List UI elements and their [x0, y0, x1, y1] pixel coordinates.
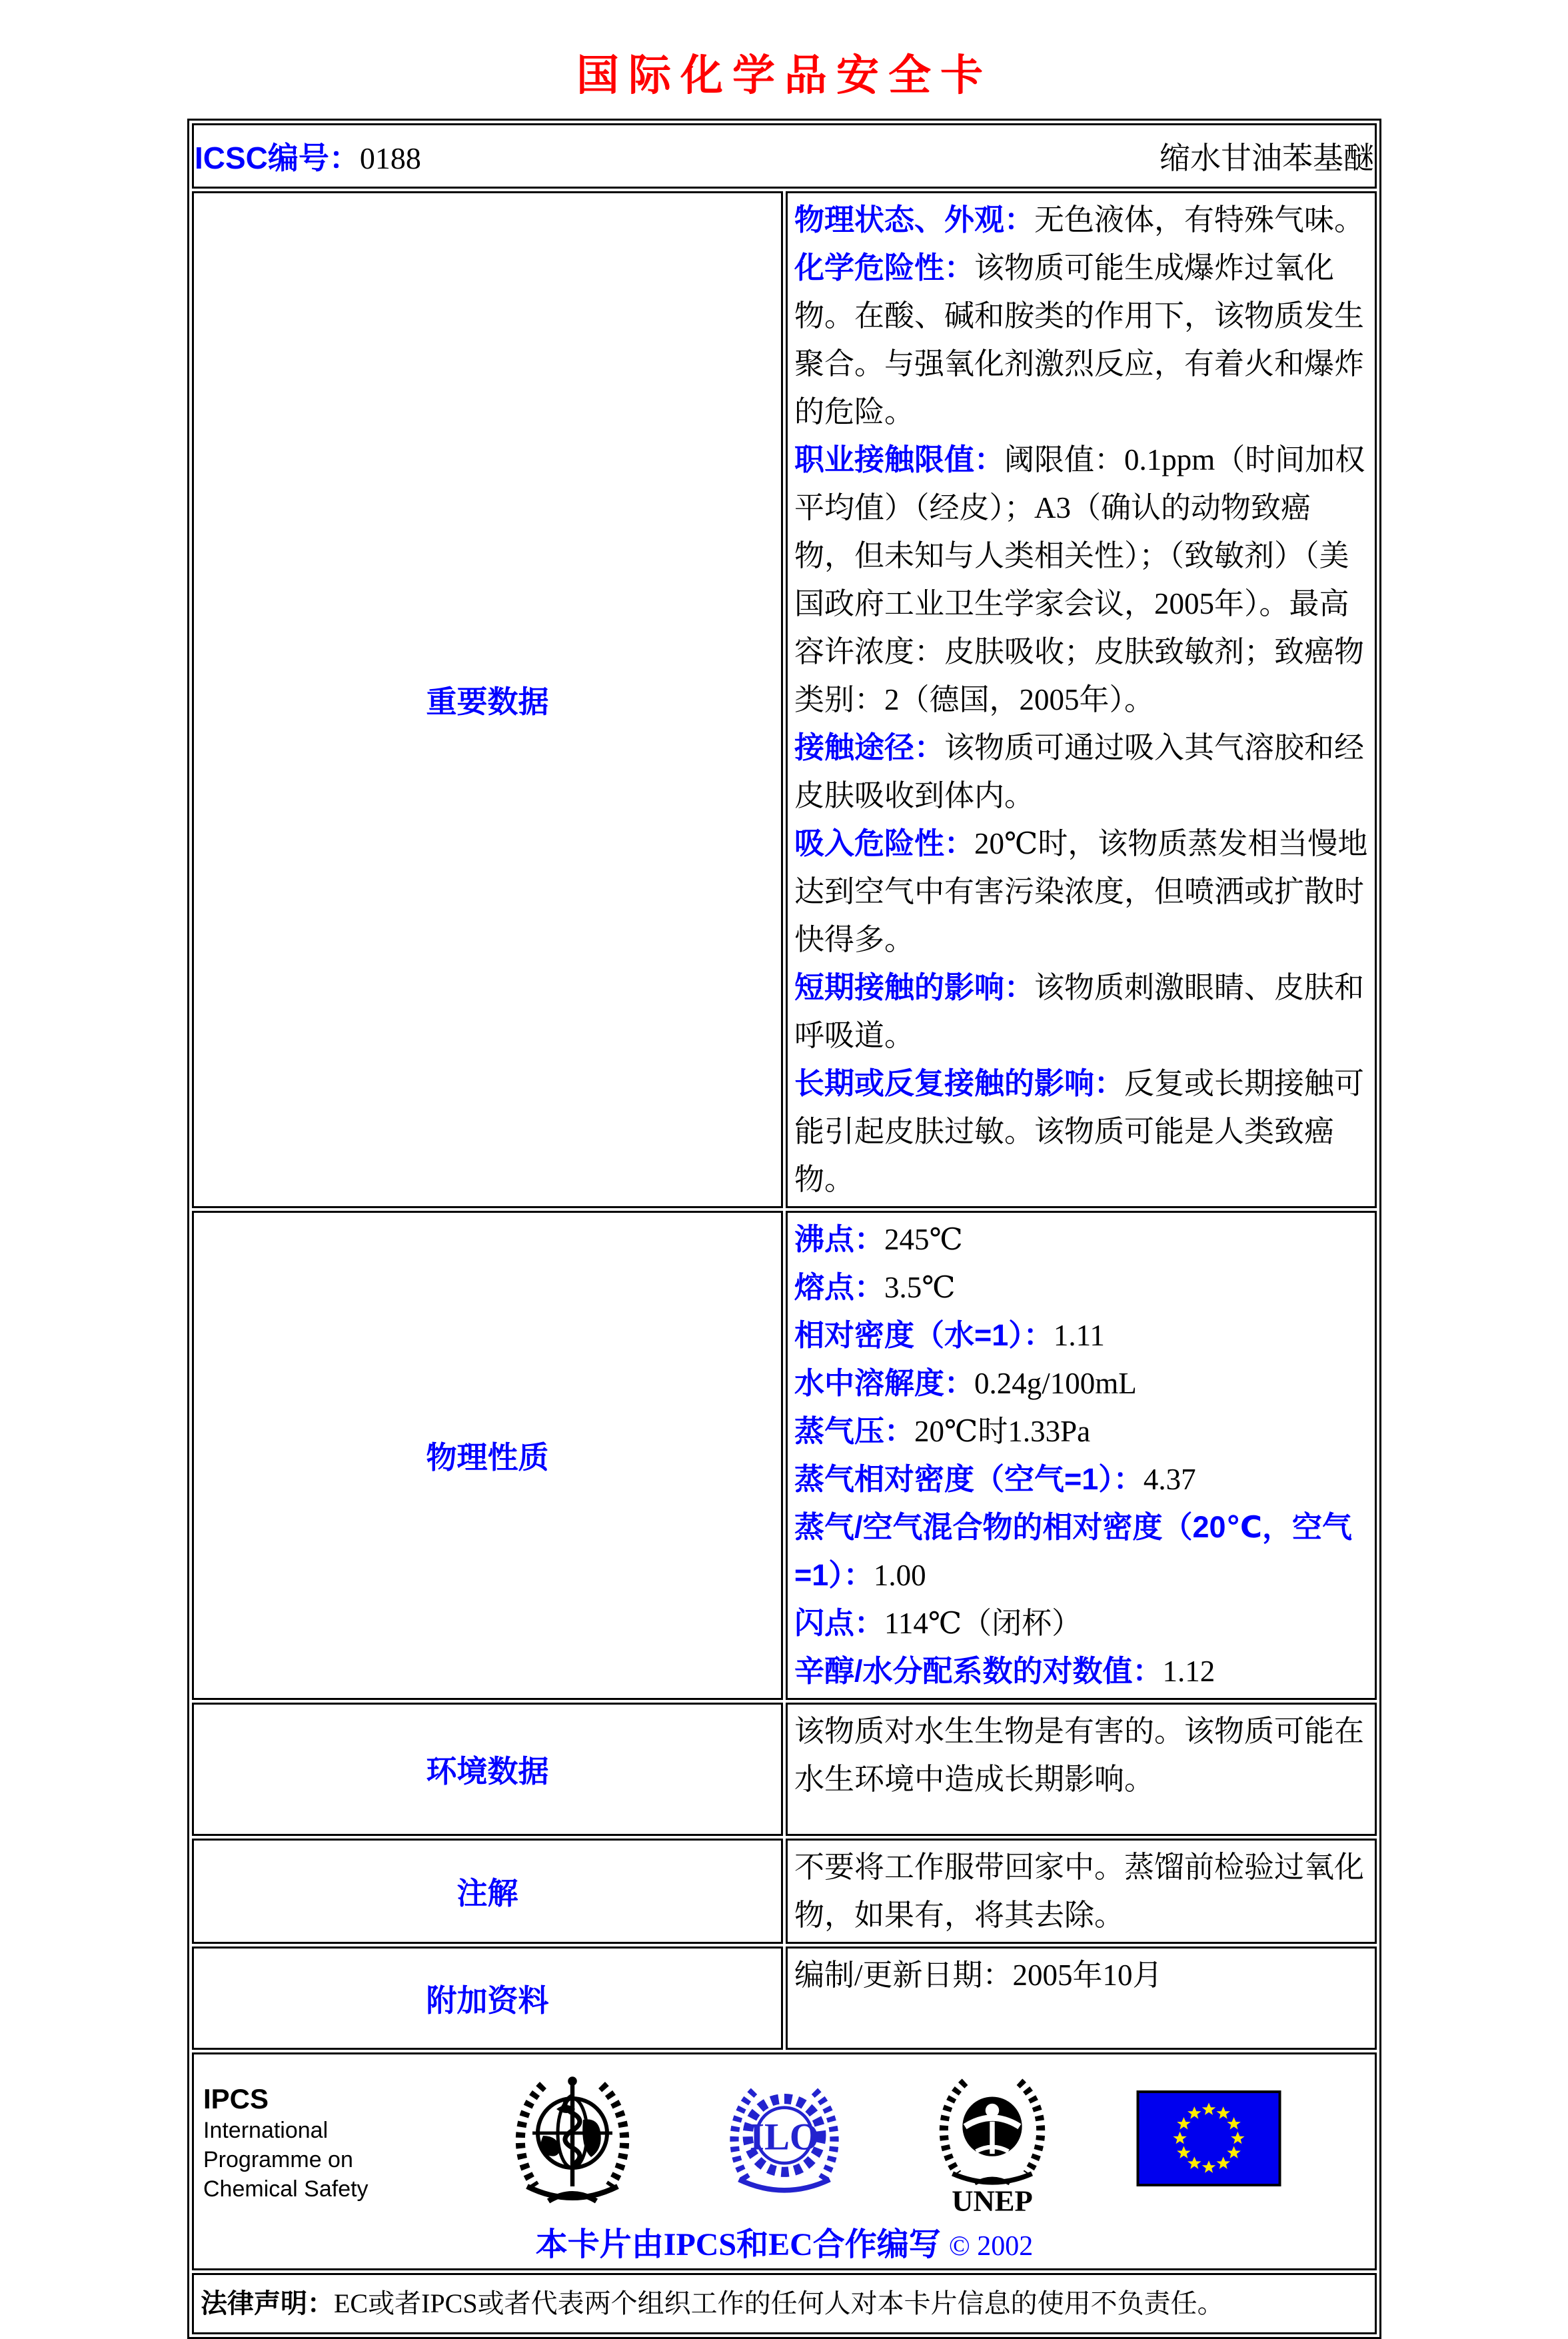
section-row-additional-information [192, 1947, 1377, 2050]
field-line [794, 1843, 1368, 1939]
section-row-notes [192, 1839, 1377, 1944]
field-label: 蒸气相对密度（空气=1）： [794, 1462, 1144, 1496]
field-label: 物理状态、外观： [794, 203, 1035, 237]
field-line [794, 820, 1368, 964]
field-value: 无色液体，有特殊气味。 [1034, 203, 1365, 237]
legal-row [192, 2273, 1377, 2334]
field-label: 相对密度（水=1）： [794, 1318, 1054, 1352]
section-row-important-data [192, 191, 1377, 1208]
field-line [794, 1647, 1368, 1695]
field-value: 反复或长期接触可能引起皮肤过敏。该物质可能是人类致癌物。 [794, 1067, 1365, 1196]
field-value: 245℃ [884, 1223, 963, 1256]
field-value: 该物质可通过吸入其气溶胶和经皮肤吸收到体内。 [794, 731, 1365, 812]
icsc-number-value: 0188 [359, 141, 421, 175]
field-value: 编制/更新日期：2005年10月 [794, 1958, 1163, 1992]
field-value: 3.5℃ [884, 1271, 956, 1304]
field-value: 20℃时，该物质蒸发相当慢地达到空气中有害污染浓度，但喷洒或扩散时快得多。 [794, 827, 1368, 956]
field-label: 熔点： [794, 1270, 885, 1304]
chemical-name: 缩水甘油苯基醚 [1160, 141, 1374, 175]
field-line [794, 1060, 1368, 1203]
section-content-notes [786, 1839, 1377, 1944]
unep-logo-icon [930, 2074, 1054, 2217]
field-label: 辛醇/水分配系数的对数值： [794, 1654, 1163, 1688]
field-line [794, 1599, 1368, 1647]
section-label-environmental-data: 环境数据 [192, 1703, 783, 1836]
credit-text: 本卡片由IPCS和EC合作编写 [535, 2227, 941, 2262]
icsc-number-label: ICSC编号： [195, 141, 360, 175]
field-value: 114℃（闭杯） [884, 1607, 1082, 1640]
section-label-important-data: 重要数据 [192, 191, 783, 1208]
icsc-card-table [187, 119, 1381, 2339]
section-row-physical-properties [192, 1211, 1377, 1700]
field-label: 蒸气/空气混合物的相对密度（20℃，空气=1）： [794, 1510, 1353, 1592]
field-value: 20℃时1.33Pa [914, 1415, 1091, 1448]
field-line [794, 436, 1368, 724]
field-label: 水中溶解度： [794, 1366, 975, 1400]
field-label: 长期或反复接触的影响： [794, 1066, 1125, 1100]
field-value: 1.00 [873, 1559, 926, 1592]
field-label: 蒸气压： [794, 1414, 915, 1448]
field-value: 阈限值：0.1ppm（时间加权平均值）（经皮）；A3（确认的动物致癌物，但未知与人类相关性）；（致敏剂）（美国政府工业卫生学家会议，2005年）。最高容许浓度：皮肤吸收；皮肤致敏剂；致癌物类别：2（德国，2005年）。 [794, 443, 1365, 716]
field-line [794, 1359, 1368, 1407]
field-line [794, 1263, 1368, 1311]
section-content-additional-information [786, 1947, 1377, 2050]
field-value: 不要将工作服带回家中。蒸馏前检验过氧化物，如果有，将其去除。 [794, 1851, 1365, 1932]
field-line [794, 1407, 1368, 1455]
who-logo-icon [506, 2072, 639, 2210]
credit-line [201, 2218, 1368, 2264]
legal-label: 法律声明： [201, 2289, 334, 2318]
copyright: © 2002 [948, 2231, 1034, 2262]
field-value: 4.37 [1143, 1463, 1196, 1496]
field-line [794, 1951, 1368, 1999]
header-row [192, 123, 1377, 189]
section-content-physical-properties [786, 1211, 1377, 1700]
field-line [794, 196, 1368, 244]
field-label: 沸点： [794, 1222, 885, 1256]
ipcs-line-2: Programme on [203, 2147, 353, 2172]
field-label: 闪点： [794, 1606, 885, 1640]
section-label-notes: 注解 [192, 1839, 783, 1944]
field-line [794, 244, 1368, 436]
ipcs-block [201, 2064, 423, 2204]
field-label: 接触途径： [794, 730, 945, 764]
field-line [794, 724, 1368, 820]
field-value: 该物质对水生生物是有害的。该物质可能在水生环境中造成长期影响。 [794, 1715, 1365, 1796]
footer-row [192, 2052, 1377, 2270]
field-value: 1.11 [1053, 1319, 1105, 1352]
ipcs-title: IPCS [203, 2083, 269, 2114]
section-label-physical-properties: 物理性质 [192, 1211, 783, 1700]
field-label: 短期接触的影响： [794, 970, 1035, 1004]
field-value: 0.24g/100mL [974, 1367, 1137, 1400]
field-label: 职业接触限值： [794, 442, 1005, 476]
field-label: 吸入危险性： [794, 826, 975, 860]
field-line [794, 1707, 1368, 1803]
icsc-number-group [195, 134, 421, 178]
section-content-important-data [786, 191, 1377, 1208]
section-content-environmental-data [786, 1703, 1377, 1836]
page-title: 国际化学品安全卡 [576, 52, 992, 99]
ipcs-line-1: International [203, 2118, 329, 2143]
field-value: 该物质刺激眼睛、皮肤和呼吸道。 [794, 971, 1365, 1052]
field-line [794, 1311, 1368, 1359]
logo-row [201, 2064, 1368, 2217]
ipcs-line-3: Chemical Safety [203, 2176, 369, 2202]
field-label: 化学危险性： [794, 251, 975, 285]
section-row-environmental-data [192, 1703, 1377, 1836]
field-value: 1.12 [1162, 1655, 1215, 1688]
legal-text: EC或者IPCS或者代表两个组织工作的任何人对本卡片信息的使用不负责任。 [334, 2288, 1224, 2318]
icsc-card-page [187, 0, 1381, 2339]
field-line [794, 964, 1368, 1060]
field-line [794, 1455, 1368, 1503]
field-value: 该物质可能生成爆炸过氧化物。在酸、碱和胺类的作用下，该物质发生聚合。与强氧化剂激烈反应，有着火和爆炸的危险。 [794, 251, 1365, 428]
section-label-additional-information: 附加资料 [192, 1947, 783, 2050]
field-line [794, 1503, 1368, 1599]
unep-caption: UNEP [951, 2184, 1033, 2217]
eu-flag-icon [1136, 2090, 1281, 2186]
ilo-letters: ILO [749, 2116, 820, 2158]
ilo-logo-icon [721, 2081, 848, 2200]
field-line [794, 1215, 1368, 1263]
